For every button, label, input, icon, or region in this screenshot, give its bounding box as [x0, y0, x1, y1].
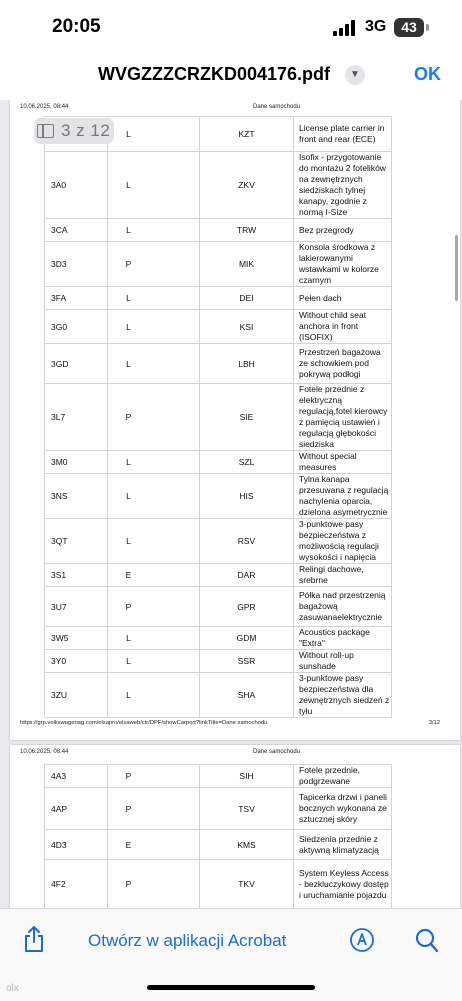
option-code: 4AP — [45, 788, 108, 830]
option-code: 4A3 — [45, 765, 108, 788]
table-row — [45, 519, 392, 564]
page-header-title: Dane samochodu — [253, 104, 301, 110]
page-footer-url: https://grp.volkswagenag.com/elsapro/elsaweb/ctr/DPF/showCarport?linkTitle=Dane samochodu — [20, 720, 268, 726]
table-row — [45, 788, 392, 830]
option-short-code: DAR — [200, 564, 294, 587]
option-short-code: SSR — [200, 650, 294, 673]
option-short-code: SIH — [200, 765, 294, 788]
table-row — [45, 673, 392, 718]
page-counter-label: 3 z 12 — [61, 121, 111, 140]
option-code: 3L7 — [45, 384, 108, 451]
option-short-code: TKV — [200, 860, 294, 909]
option-code: 3CA — [45, 219, 108, 242]
table-row — [45, 152, 392, 219]
option-short-code: MIK — [200, 242, 294, 287]
table-row — [45, 765, 392, 788]
table-row — [45, 587, 392, 627]
option-type: L — [108, 219, 200, 242]
option-short-code: KMS — [200, 830, 294, 860]
options-table — [44, 116, 392, 718]
markup-pen-icon[interactable] — [350, 928, 374, 952]
option-type: P — [108, 860, 200, 909]
option-code: 3ZU — [45, 673, 108, 718]
option-code: 3QT — [45, 519, 108, 564]
option-code: 4D3 — [45, 830, 108, 860]
option-short-code: ZKV — [200, 152, 294, 219]
document-title[interactable]: WVGZZZCRZKD004176.pdf — [98, 64, 331, 84]
option-description: System Keyless Access - bezkluczykowy dostęp i uruchamianie pojazdu — [294, 860, 392, 909]
option-short-code: GDM — [200, 627, 294, 650]
page-counter[interactable] — [34, 118, 114, 144]
option-type: L — [108, 673, 200, 718]
ok-button[interactable]: OK — [414, 64, 441, 84]
pdf-viewer[interactable] — [0, 100, 462, 908]
network-type: 3G — [365, 18, 387, 35]
option-type: L — [108, 650, 200, 673]
clock: 20:05 — [52, 16, 101, 37]
page-thumbnails-icon — [37, 124, 54, 138]
option-code: 3Y0 — [45, 650, 108, 673]
page-header-date: 10.06.2025, 08:44 — [20, 749, 69, 755]
table-row — [45, 287, 392, 310]
option-type: L — [108, 152, 200, 219]
option-type: L — [108, 451, 200, 474]
option-short-code: TSV — [200, 788, 294, 830]
option-short-code: DEI — [200, 287, 294, 310]
table-row — [45, 219, 392, 242]
option-short-code: LBH — [200, 344, 294, 384]
option-description: Siedzenia przednie z aktywną klimatyzacją — [294, 830, 392, 860]
option-description: Isofix - przygotowanie do montażu 2 fotelików na zewnętrznych siedziskach tylnej kanapy, zgodnie z normą I-Size — [294, 152, 392, 219]
option-description: Fotele przednie z elektryczną regulacją,fotel kierowcy z pamięcią ustawień i regulacją głębokości siedziska — [294, 384, 392, 451]
option-short-code: GPR — [200, 587, 294, 627]
option-description: Przestrzeń bagażowa ze schowkiem pod pokrywą podłogi — [294, 344, 392, 384]
page-header-title: Dane samochodu — [253, 749, 301, 755]
chevron-down-icon[interactable]: ▼ — [345, 65, 365, 85]
option-type: L — [108, 287, 200, 310]
option-short-code: KSI — [200, 310, 294, 344]
option-type: E — [108, 830, 200, 860]
options-table — [44, 764, 392, 908]
option-code: 3D3 — [45, 242, 108, 287]
option-type: L — [108, 474, 200, 519]
table-row — [45, 474, 392, 519]
option-description: Fotele przednie, podgrzewane — [294, 765, 392, 788]
option-code: 3A0 — [45, 152, 108, 219]
option-code: 3W5 — [45, 627, 108, 650]
home-indicator — [147, 985, 315, 990]
table-row — [45, 451, 392, 474]
option-description: Without roll-up sunshade — [294, 650, 392, 673]
watermark: olx — [6, 983, 19, 994]
option-code: 3GD — [45, 344, 108, 384]
signal-icon — [333, 20, 355, 36]
option-description: Konsola środkowa z lakierowanymi wstawkami w kolorze czarnym — [294, 242, 392, 287]
option-description: Acoustics package "Extra" — [294, 627, 392, 650]
table-row — [45, 830, 392, 860]
option-code: 3U7 — [45, 587, 108, 627]
option-type: L — [108, 344, 200, 384]
table-row — [45, 384, 392, 451]
option-description: Półka nad przestrzenią bagażową zasuwanaelektrycznie — [294, 587, 392, 627]
option-description: Pełen dach — [294, 287, 392, 310]
table-row — [45, 860, 392, 909]
open-in-acrobat-button[interactable]: Otwórz w aplikacji Acrobat — [88, 931, 287, 950]
table-row — [45, 564, 392, 587]
search-icon[interactable] — [415, 928, 439, 954]
option-type: P — [108, 788, 200, 830]
option-type: P — [108, 384, 200, 451]
option-code: 3M0 — [45, 451, 108, 474]
option-description: Bez przegrody — [294, 219, 392, 242]
option-code: 4F2 — [45, 860, 108, 909]
option-type: P — [108, 765, 200, 788]
option-type: L — [108, 519, 200, 564]
battery-tip — [426, 24, 429, 31]
option-short-code: KZT — [200, 117, 294, 152]
pdf-page-4 — [10, 745, 460, 908]
option-type: L — [108, 627, 200, 650]
option-description: Without child seat anchora in front (ISOFIX) — [294, 310, 392, 344]
option-description: Without special measures — [294, 451, 392, 474]
page-footer-number: 3/12 — [428, 720, 440, 726]
option-short-code: SHA — [200, 673, 294, 718]
table-row — [45, 344, 392, 384]
page-header-date: 10.06.2025, 08:44 — [20, 104, 69, 110]
option-short-code: HIS — [200, 474, 294, 519]
option-description: 3-punktowe pasy bezpieczeństwa z możliwością regulacji wysokości i napięcia — [294, 519, 392, 564]
table-row — [45, 242, 392, 287]
pdf-page-3 — [10, 100, 460, 740]
share-icon[interactable] — [22, 925, 46, 953]
table-row — [45, 650, 392, 673]
table-row — [45, 627, 392, 650]
option-type: L — [108, 310, 200, 344]
status-bar — [0, 0, 462, 50]
table-row — [45, 310, 392, 344]
option-short-code: TRW — [200, 219, 294, 242]
option-code: 3NS — [45, 474, 108, 519]
option-description: License plate carrier in front and rear (ECE) — [294, 117, 392, 152]
option-type: P — [108, 587, 200, 627]
option-code: 3G0 — [45, 310, 108, 344]
option-short-code: SIE — [200, 384, 294, 451]
document-titlebar — [0, 50, 462, 100]
option-short-code: RSV — [200, 519, 294, 564]
battery-icon: 43 — [394, 18, 424, 37]
option-type: L — [108, 117, 200, 152]
option-code: 3FA — [45, 287, 108, 310]
option-description: 3-punktowe pasy bezpieczeństwa dla zewnętrznych siedzeń z tyłu — [294, 673, 392, 718]
option-type: E — [108, 564, 200, 587]
option-description: Tapicerka drzwi i paneli bocznych wykonana ze sztucznej skóry — [294, 788, 392, 830]
option-short-code: SZL — [200, 451, 294, 474]
option-description: Tylna kanapa przesuwana z regulacją nachylenia oparcia, dzielona asymetrycznie — [294, 474, 392, 519]
option-code: 3S1 — [45, 564, 108, 587]
option-type: P — [108, 242, 200, 287]
scrollbar[interactable] — [455, 235, 458, 301]
option-description: Relingi dachowe, srebrne — [294, 564, 392, 587]
